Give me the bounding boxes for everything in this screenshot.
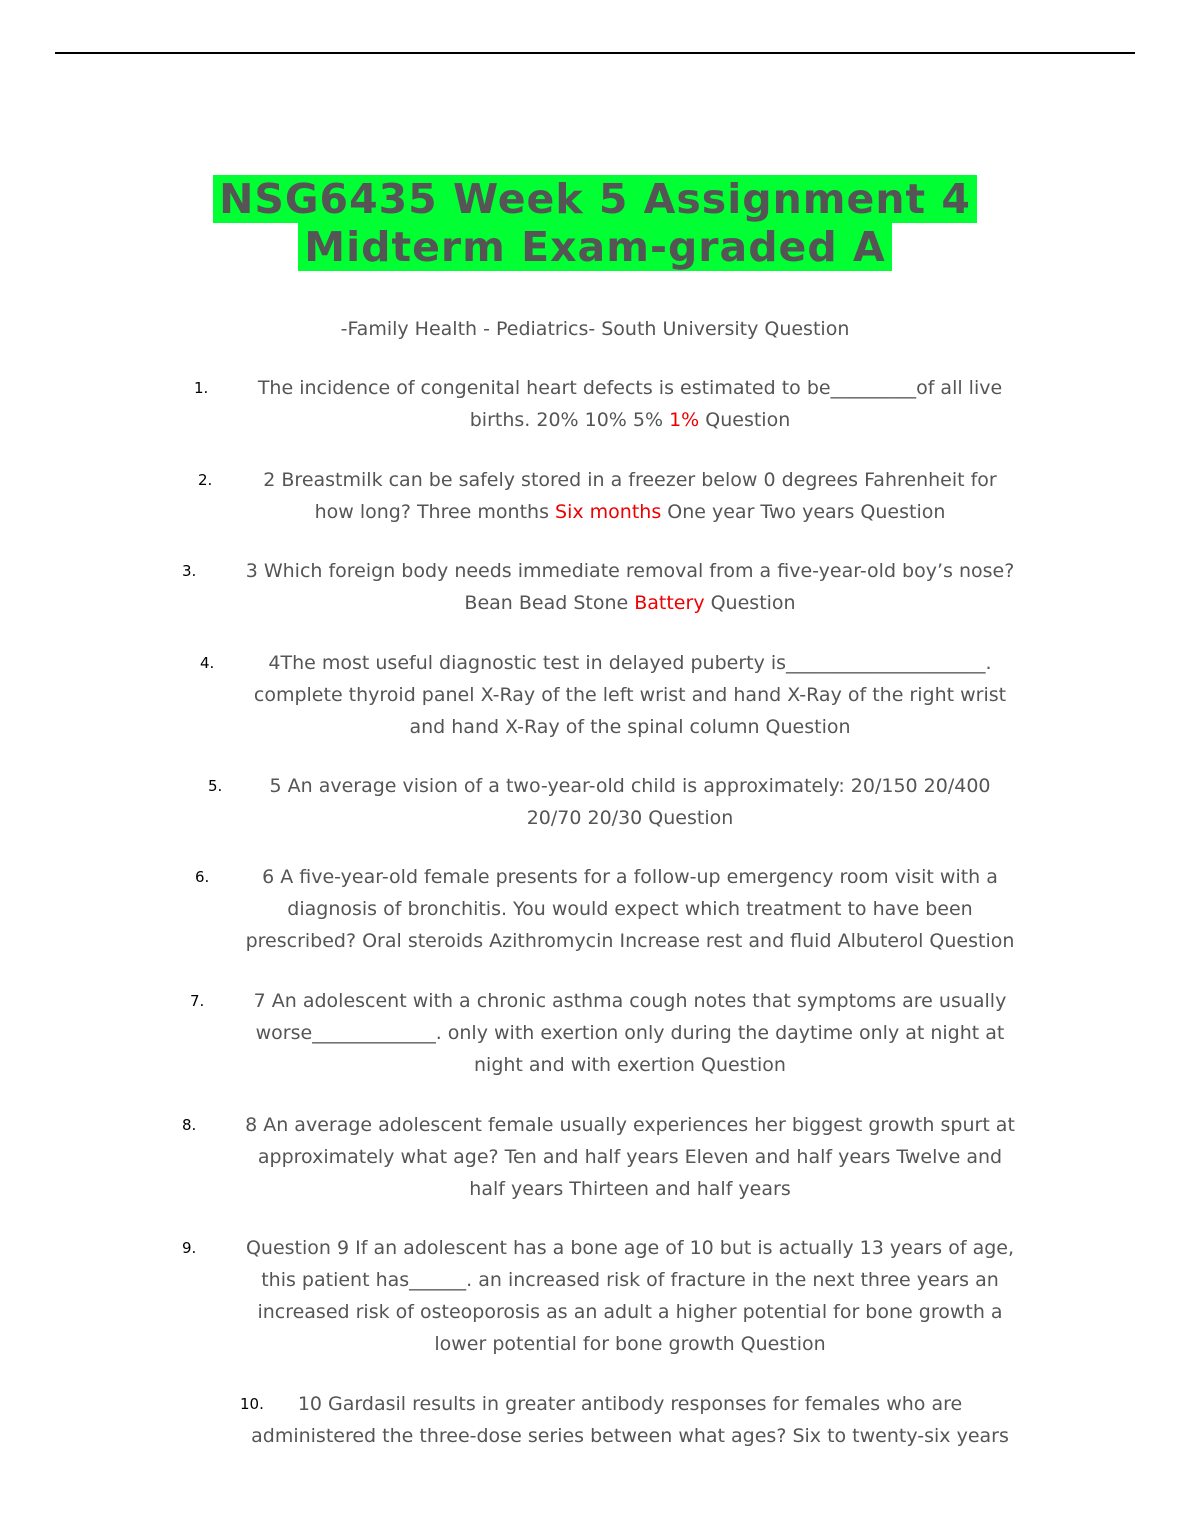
document-title (0, 175, 1190, 271)
question-text-line: prescribed? Oral steroids Azithromycin Increase rest and fluid Albuterol Question (245, 930, 1015, 952)
correct-answer: Battery (634, 592, 705, 614)
question-text-line: 4The most useful diagnostic test in delayed puberty is_____________________. (268, 652, 992, 674)
question-10 (190, 1388, 1070, 1452)
correct-answer: 1% (669, 409, 700, 431)
question-options: Bean Bead Stone (464, 592, 635, 614)
question-text-line: administered the three-dose series between what ages? Six to twenty-six years (251, 1425, 1009, 1447)
question-5 (190, 770, 1070, 834)
question-text-line: 2 Breastmilk can be safely stored in a freezer below 0 degrees Fahrenheit for (263, 469, 997, 491)
title-line-2: Midterm Exam-graded A (298, 223, 891, 271)
question-options: Question (699, 409, 791, 431)
question-number: 3. (182, 562, 197, 580)
question-options: One year Two years Question (661, 501, 946, 523)
question-8 (190, 1109, 1070, 1205)
question-number: 2. (198, 471, 213, 489)
question-text-line: 7 An adolescent with a chronic asthma cough notes that symptoms are usually (253, 990, 1007, 1012)
question-1 (190, 372, 1070, 436)
question-number: 4. (200, 654, 215, 672)
question-text-line (190, 404, 1070, 436)
subtitle: -Family Health - Pediatrics- South University Question (340, 318, 850, 340)
title-line-1: NSG6435 Week 5 Assignment 4 (213, 175, 977, 223)
question-text-line: complete thyroid panel X-Ray of the left wrist and hand X-Ray of the right wrist (253, 684, 1007, 706)
question-text-line: approximately what age? Ten and half years Eleven and half years Twelve and (257, 1146, 1003, 1168)
question-number: 5. (208, 777, 223, 795)
question-number: 8. (182, 1116, 197, 1134)
question-number: 1. (194, 379, 209, 397)
top-rule (55, 52, 1135, 54)
question-options: how long? Three months (314, 501, 556, 523)
question-6 (190, 861, 1070, 957)
correct-answer: Six months (555, 501, 662, 523)
question-text-line: diagnosis of bronchitis. You would expect which treatment to have been (287, 898, 973, 920)
question-7 (190, 985, 1070, 1081)
question-3 (190, 555, 1070, 619)
question-text-line (190, 587, 1070, 619)
question-options: births. 20% 10% 5% (469, 409, 670, 431)
question-text-line: The incidence of congenital heart defects is estimated to be_________of all live (257, 377, 1003, 399)
question-4 (190, 647, 1070, 743)
question-text-line: 6 A five-year-old female presents for a follow-up emergency room visit with a (262, 866, 998, 888)
question-2 (190, 464, 1070, 528)
question-number: 6. (195, 868, 210, 886)
question-text-line: Question 9 If an adolescent has a bone age of 10 but is actually 13 years of age, (245, 1237, 1015, 1259)
question-text-line: night and with exertion Question (474, 1054, 786, 1076)
question-text-line: 20/70 20/30 Question (526, 807, 734, 829)
question-text-line: 10 Gardasil results in greater antibody responses for females who are (297, 1393, 963, 1415)
question-text-line: increased risk of osteoporosis as an adult a higher potential for bone growth a (257, 1301, 1003, 1323)
question-text-line: 8 An average adolescent female usually experiences her biggest growth spurt at (245, 1114, 1015, 1136)
question-text-line: lower potential for bone growth Question (434, 1333, 826, 1355)
question-text-line: 5 An average vision of a two-year-old child is approximately: 20/150 20/400 (269, 775, 991, 797)
question-text-line: half years Thirteen and half years (469, 1178, 791, 1200)
question-text-line: and hand X-Ray of the spinal column Question (409, 716, 851, 738)
question-options: Question (704, 592, 796, 614)
question-text-line: worse_____________. only with exertion only during the daytime only at night at (255, 1022, 1005, 1044)
question-text-line: 3 Which foreign body needs immediate removal from a five-year-old boy’s nose? (245, 560, 1015, 582)
question-number: 10. (240, 1395, 264, 1413)
question-text-line: this patient has______. an increased risk of fracture in the next three years an (261, 1269, 999, 1291)
question-number: 9. (182, 1239, 197, 1257)
question-number: 7. (190, 992, 205, 1010)
question-9 (190, 1232, 1070, 1360)
question-text-line (190, 496, 1070, 528)
